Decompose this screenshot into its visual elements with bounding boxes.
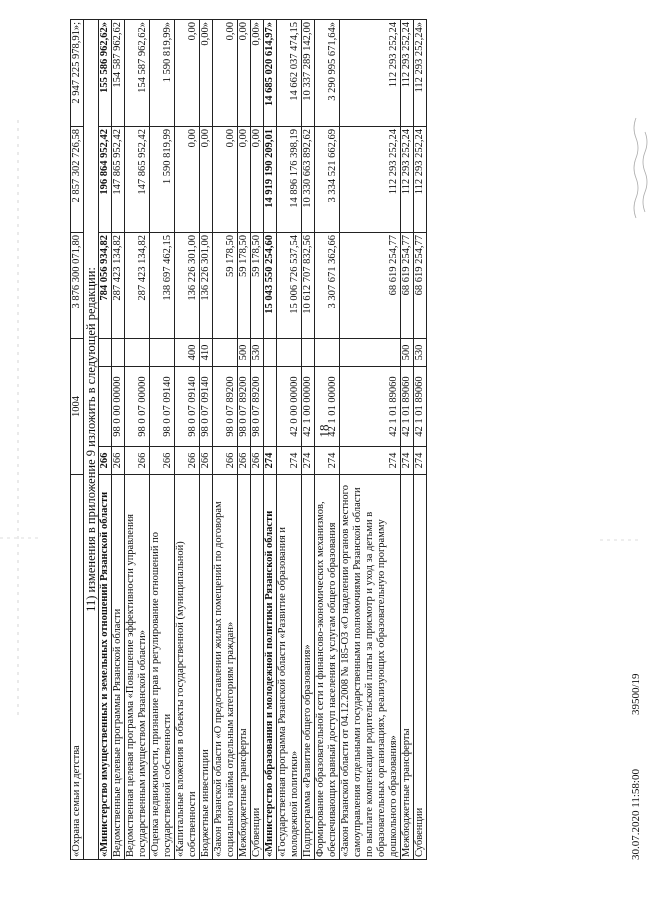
row-ved: 266: [99, 447, 112, 475]
section-heading: 11) изменения в приложение 9 изложить в следующей редакции:: [84, 19, 99, 859]
header-row: [71, 19, 84, 859]
row-vr: 410: [200, 338, 213, 366]
footer-timestamp: 30.07.2020 11:58:00: [630, 769, 642, 860]
row-name: Субвенции: [251, 475, 264, 860]
row-value-2021: 3 334 521 662,69: [315, 126, 340, 232]
row-value-2020: 10 612 707 832,56: [302, 232, 315, 338]
row-name: «Закон Рязанской области от 04.12.2008 № 185-ОЗ «О наделении органов местного самоуправления отдельными государственными полномочиями Рязанской области по выплате компенсации родительской платы за присмотр и уход за детьми в образовательных организациях, реализующих образовательную программу дошкольного образования»: [340, 475, 401, 860]
row-value-2021: 14 896 176 398,19: [277, 126, 302, 232]
row-csr: 98 0 07 89200: [251, 367, 264, 447]
row-name: Подпрограмма «Развитие общего образования»: [302, 475, 315, 860]
row-value-2022: 154 587 962,62: [112, 19, 125, 126]
row-csr: 98 0 07 00000: [125, 367, 150, 447]
table-row: [150, 19, 175, 859]
row-value-2020: 68 619 254,77: [401, 232, 414, 338]
row-csr: 98 0 00 00000: [112, 367, 125, 447]
row-name: Бюджетные инвестиции: [200, 475, 213, 860]
header-row-code: 1004: [71, 338, 84, 474]
budget-table: [70, 19, 427, 860]
row-vr: 500: [238, 338, 251, 366]
row-csr: 98 0 07 09140: [175, 367, 200, 447]
table-row: [200, 19, 213, 859]
row-csr: 42 1 01 89060: [414, 367, 427, 447]
header-row-name: «Охрана семьи и детства: [71, 475, 84, 860]
row-value-2022: 1 590 819,99»: [150, 19, 175, 126]
row-csr: 42 1 01 00000: [315, 367, 340, 447]
row-value-2022: 0,00: [238, 19, 251, 126]
row-ved: 274: [302, 447, 315, 475]
row-value-2020: 136 226 301,00: [175, 232, 200, 338]
row-value-2021: 0,00: [200, 126, 213, 232]
table-row: [125, 19, 150, 859]
table-row: [277, 19, 302, 859]
table-row: [99, 19, 112, 859]
row-name: Субвенции: [414, 475, 427, 860]
row-value-2021: 14 919 190 209,01: [264, 126, 277, 232]
row-vr: [99, 338, 112, 366]
table-row: [401, 19, 414, 859]
row-vr: [213, 338, 238, 366]
row-value-2022: 0,00: [175, 19, 200, 126]
table-row: [251, 19, 264, 859]
row-value-2022: 0,00»: [200, 19, 213, 126]
row-value-2021: 112 293 252,24: [340, 126, 401, 232]
table-row: [302, 19, 315, 859]
row-value-2020: 68 619 254,77: [340, 232, 401, 338]
row-value-2020: 3 307 671 362,66: [315, 232, 340, 338]
row-value-2020: 68 619 254,77: [414, 232, 427, 338]
row-value-2021: 10 330 663 892,62: [302, 126, 315, 232]
row-name: Межбюджетные трансферты: [238, 475, 251, 860]
row-value-2021: 0,00: [213, 126, 238, 232]
row-ved: 266: [112, 447, 125, 475]
table-row: [315, 19, 340, 859]
row-ved: 266: [200, 447, 213, 475]
row-ved: 266: [125, 447, 150, 475]
row-vr: 500: [401, 338, 414, 366]
row-name: «Капитальные вложения в объекты государственной (муниципальной) собственности: [175, 475, 200, 860]
row-csr: 42 0 00 00000: [277, 367, 302, 447]
row-csr: 42 1 01 89060: [340, 367, 401, 447]
header-row-v1: 3 876 300 071,80: [71, 232, 84, 338]
row-csr: [264, 367, 277, 447]
footer-doc-code: 39500/19: [630, 673, 642, 715]
row-value-2021: 196 864 952,42: [99, 126, 112, 232]
row-value-2022: 0,00: [213, 19, 238, 126]
row-vr: 530: [251, 338, 264, 366]
row-value-2022: 3 290 995 671,64»: [315, 19, 340, 126]
row-csr: 98 0 07 89200: [238, 367, 251, 447]
row-name: «Оценка недвижимости, признание прав и регулирование отношений по государственной собственности: [150, 475, 175, 860]
row-ved: 266: [251, 447, 264, 475]
section-heading-row: [84, 19, 99, 859]
page-number: 18: [316, 424, 332, 438]
row-value-2020: 59 178,50: [238, 232, 251, 338]
row-name: Ведомственная целевая программа «Повышение эффективности управления государственным имуществом Рязанской области»: [125, 475, 150, 860]
header-row-v3: 2 947 225 978,91»;: [71, 19, 84, 126]
row-value-2022: 155 586 962,62»: [99, 19, 112, 126]
row-value-2021: 0,00: [251, 126, 264, 232]
row-csr: 98 0 07 89200: [213, 367, 238, 447]
row-ved: 274: [340, 447, 401, 475]
faded-stamp-image: [630, 110, 652, 220]
row-name: «Министерство образования и молодежной политики Рязанской области: [264, 475, 277, 860]
table-row: [213, 19, 238, 859]
row-ved: 274: [401, 447, 414, 475]
row-ved: 274: [315, 447, 340, 475]
row-name: Ведомственные целевые программы Рязанской области: [112, 475, 125, 860]
row-value-2020: 138 697 462,15: [150, 232, 175, 338]
row-name: Межбюджетные трансферты: [401, 475, 414, 860]
row-value-2022: 112 293 252,24»: [414, 19, 427, 126]
row-ved: 266: [213, 447, 238, 475]
row-vr: [125, 338, 150, 366]
row-value-2020: 287 423 134,82: [112, 232, 125, 338]
row-value-2020: 136 226 301,00: [200, 232, 213, 338]
row-name: «Закон Рязанской области «О предоставлении жилых помещений по договорам социального найма отдельным категориям граждан»: [213, 475, 238, 860]
row-value-2022: 10 337 289 142,00: [302, 19, 315, 126]
row-value-2022: 154 587 962,62»: [125, 19, 150, 126]
row-name: «Государственная программа Рязанской области «Развитие образования и молодежной политики»: [277, 475, 302, 860]
row-csr: 42 1 01 89060: [401, 367, 414, 447]
row-vr: [302, 338, 315, 366]
row-value-2022: 14 662 037 474,15: [277, 19, 302, 126]
row-ved: 266: [150, 447, 175, 475]
row-ved: 274: [264, 447, 277, 475]
row-ved: 266: [175, 447, 200, 475]
row-csr: 42 1 00 00000: [302, 367, 315, 447]
row-name: Формирование образовательной сети и финансово-экономических механизмов, обеспечивающих равный доступ населения к услугам общего образования: [315, 475, 340, 860]
row-value-2021: 0,00: [238, 126, 251, 232]
table-row: [414, 19, 427, 859]
row-value-2020: 287 423 134,82: [125, 232, 150, 338]
table-row: [175, 19, 200, 859]
row-value-2021: 147 865 952,42: [125, 126, 150, 232]
row-value-2022: 14 685 020 614,97»: [264, 19, 277, 126]
row-vr: 400: [175, 338, 200, 366]
header-row-v2: 2 857 302 726,58: [71, 126, 84, 232]
row-vr: [277, 338, 302, 366]
row-value-2021: 0,00: [175, 126, 200, 232]
row-csr: [99, 367, 112, 447]
row-vr: [150, 338, 175, 366]
row-value-2020: 59 178,50: [251, 232, 264, 338]
row-value-2022: 0,00»: [251, 19, 264, 126]
row-csr: 98 0 07 09140: [150, 367, 175, 447]
row-name: «Министерство имущественных и земельных отношений Рязанской области: [99, 475, 112, 860]
row-value-2021: 112 293 252,24: [401, 126, 414, 232]
row-value-2022: 112 293 252,24: [401, 19, 414, 126]
row-value-2021: 112 293 252,24: [414, 126, 427, 232]
table-row: [112, 19, 125, 859]
row-vr: [315, 338, 340, 366]
table-row: [238, 19, 251, 859]
row-vr: [112, 338, 125, 366]
row-ved: 274: [414, 447, 427, 475]
row-value-2020: 15 006 726 537,54: [277, 232, 302, 338]
table-row: [264, 19, 277, 859]
table-row: [340, 19, 401, 859]
row-value-2020: 15 043 550 254,60: [264, 232, 277, 338]
row-vr: [340, 338, 401, 366]
row-vr: 530: [414, 338, 427, 366]
rotated-document-sheet: [70, 20, 642, 860]
row-value-2020: 59 178,50: [213, 232, 238, 338]
row-ved: 274: [277, 447, 302, 475]
row-value-2020: 784 056 934,82: [99, 232, 112, 338]
row-value-2021: 147 865 952,42: [112, 126, 125, 232]
row-value-2021: 1 590 819,99: [150, 126, 175, 232]
row-ved: 266: [238, 447, 251, 475]
row-value-2022: 112 293 252,24: [340, 19, 401, 126]
row-vr: [264, 338, 277, 366]
row-csr: 98 0 07 09140: [200, 367, 213, 447]
